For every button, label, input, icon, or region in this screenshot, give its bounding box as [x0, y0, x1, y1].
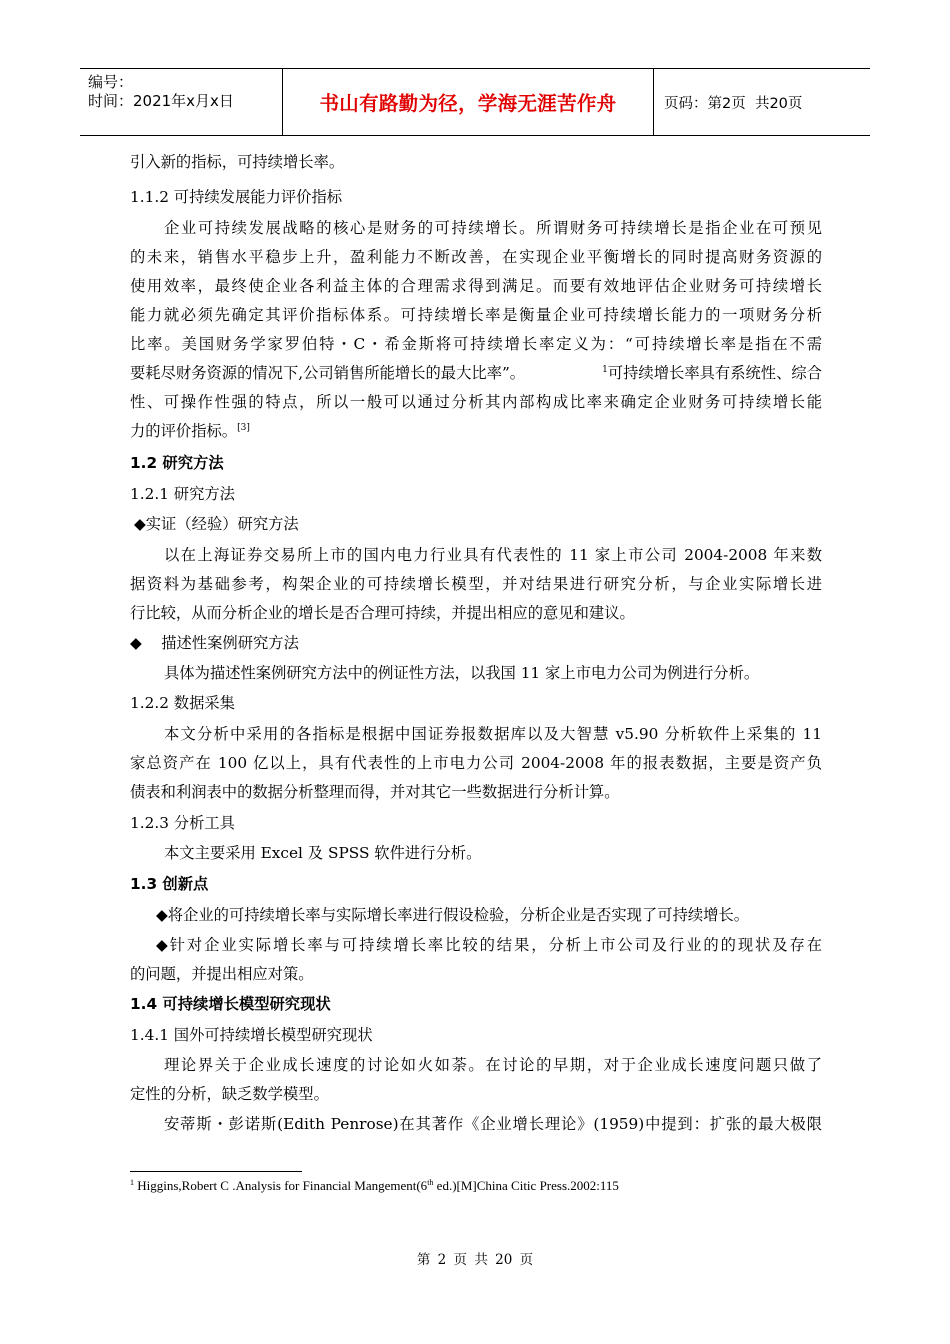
header-left-cell [80, 69, 282, 135]
body-line: 以在上海证券交易所上市的国内电力行业具有代表性的 11 家上市公司 2004-2008 年来数 [164, 546, 822, 564]
section-heading-1-1-2: 1.1.2 可持续发展能力评价指标 [130, 188, 343, 206]
section-heading-1-4-1: 1.4.1 国外可持续增长模型研究现状 [130, 1026, 373, 1044]
section-heading-1-2-1: 1.2.1 研究方法 [130, 485, 235, 503]
body-line: 的问题，并提出相应对策。 [130, 965, 314, 983]
body-text-segment: 可持续增长率具有系统性、综合 [607, 364, 822, 382]
section-heading-1-3: 1.3 创新点 [130, 875, 209, 893]
body-line: 能力就必须先确定其评价指标体系。可持续增长率是衡量企业可持续增长能力的一项财务分析 [130, 306, 822, 324]
body-line: 企业可持续发展战略的核心是财务的可持续增长。所谓财务可持续增长是指企业在可预见 [164, 219, 822, 237]
footnote [130, 1178, 619, 1194]
body-line: 定性的分析，缺乏数学模型。 [130, 1085, 329, 1103]
header-motto: 书山有路勤为径，学海无涯苦作舟 [282, 69, 654, 135]
footnote-text: ed.)[M]China Citic Press.2002:115 [433, 1178, 619, 1193]
body-line: 债表和利润表中的数据分析整理而得，并对其它一些数据进行分析计算。 [130, 783, 620, 801]
body-line: 具体为描述性案例研究方法中的例证性方法，以我国 11 家上市电力公司为例进行分析。 [164, 664, 760, 682]
citation-reference-3[interactable]: [3] [237, 423, 250, 433]
body-line: 的未来，销售水平稳步上升，盈利能力不断改善，在实现企业平衡增长的同时提高财务资源的 [130, 248, 822, 266]
body-text-segment [602, 363, 822, 383]
body-line: 性、可操作性强的特点，所以一般可以通过分析其内部构成比率来确定企业财务可持续增长能 [130, 393, 822, 411]
page-header [80, 68, 870, 136]
footnote-reference-mark[interactable]: 1 [602, 365, 608, 375]
bullet-item-empirical-method: ◆实证（经验）研究方法 [134, 515, 299, 533]
body-line-with-footnote [130, 363, 822, 383]
footnote-text: Higgins,Robert C .Analysis for Financial Mangement(6 [134, 1178, 428, 1193]
body-line: 行比较，从而分析企业的增长是否合理可持续，并提出相应的意见和建议。 [130, 604, 635, 622]
header-page-info-cell [654, 69, 870, 135]
body-line-with-citation [130, 421, 250, 441]
header-page-info: 页码：第2页 共20页 [664, 95, 803, 112]
footnote-separator [130, 1171, 302, 1172]
body-line: 使用效率，最终使企业各利益主体的合理需求得到满足。而要有效地评估企业财务可持续增长 [130, 277, 822, 295]
body-line: 家总资产在 100 亿以上，具有代表性的上市电力公司 2004-2008 年的报表数据，主要是资产负 [130, 754, 822, 772]
section-heading-1-2: 1.2 研究方法 [130, 454, 224, 472]
document-number-label: 编号： [88, 73, 134, 91]
document-date-label: 时间：2021年x月x日 [88, 92, 234, 110]
body-line: 本文主要采用 Excel 及 SPSS 软件进行分析。 [164, 844, 482, 862]
footnote-superscript: th [427, 1178, 434, 1187]
bullet-item-case-method: ◆ 描述性案例研究方法 [130, 634, 299, 652]
body-line: 本文分析中采用的各指标是根据中国证券报数据库以及大智慧 v5.90 分析软件上采集的 11 [164, 725, 822, 743]
section-heading-1-2-2: 1.2.2 数据采集 [130, 694, 235, 712]
body-line: 理论界关于企业成长速度的讨论如火如荼。在讨论的早期，对于企业成长速度问题只做了 [164, 1056, 822, 1074]
body-line: 安蒂斯・彭诺斯(Edith Penrose)在其著作《企业增长理论》(1959)中提到：扩张的最大极限 [164, 1115, 822, 1133]
body-line: 比率。美国财务学家罗伯特・C・希金斯将可持续增长率定义为：“可持续增长率是指在不需 [130, 335, 822, 353]
section-heading-1-4: 1.4 可持续增长模型研究现状 [130, 995, 331, 1013]
page-footer: 第 2 页 共 20 页 [416, 1252, 534, 1268]
section-heading-1-2-3: 1.2.3 分析工具 [130, 814, 235, 832]
footnote-mark: 1 [130, 1178, 134, 1187]
body-text-segment: 要耗尽财务资源的情况下,公司销售所能增长的最大比率”。 [130, 364, 526, 382]
bullet-item-innovation-1: ◆将企业的可持续增长率与实际增长率进行假设检验，分析企业是否实现了可持续增长。 [156, 906, 750, 924]
bullet-item-innovation-2: ◆针对企业实际增长率与可持续增长率比较的结果，分析上市公司及行业的的现状及存在 [156, 936, 822, 954]
body-line: 据资料为基础参考，构架企业的可持续增长模型，并对结果进行研究分析，与企业实际增长进 [130, 575, 822, 593]
body-text-segment: 力的评价指标。 [130, 422, 238, 440]
body-line: 引入新的指标，可持续增长率。 [130, 153, 345, 171]
